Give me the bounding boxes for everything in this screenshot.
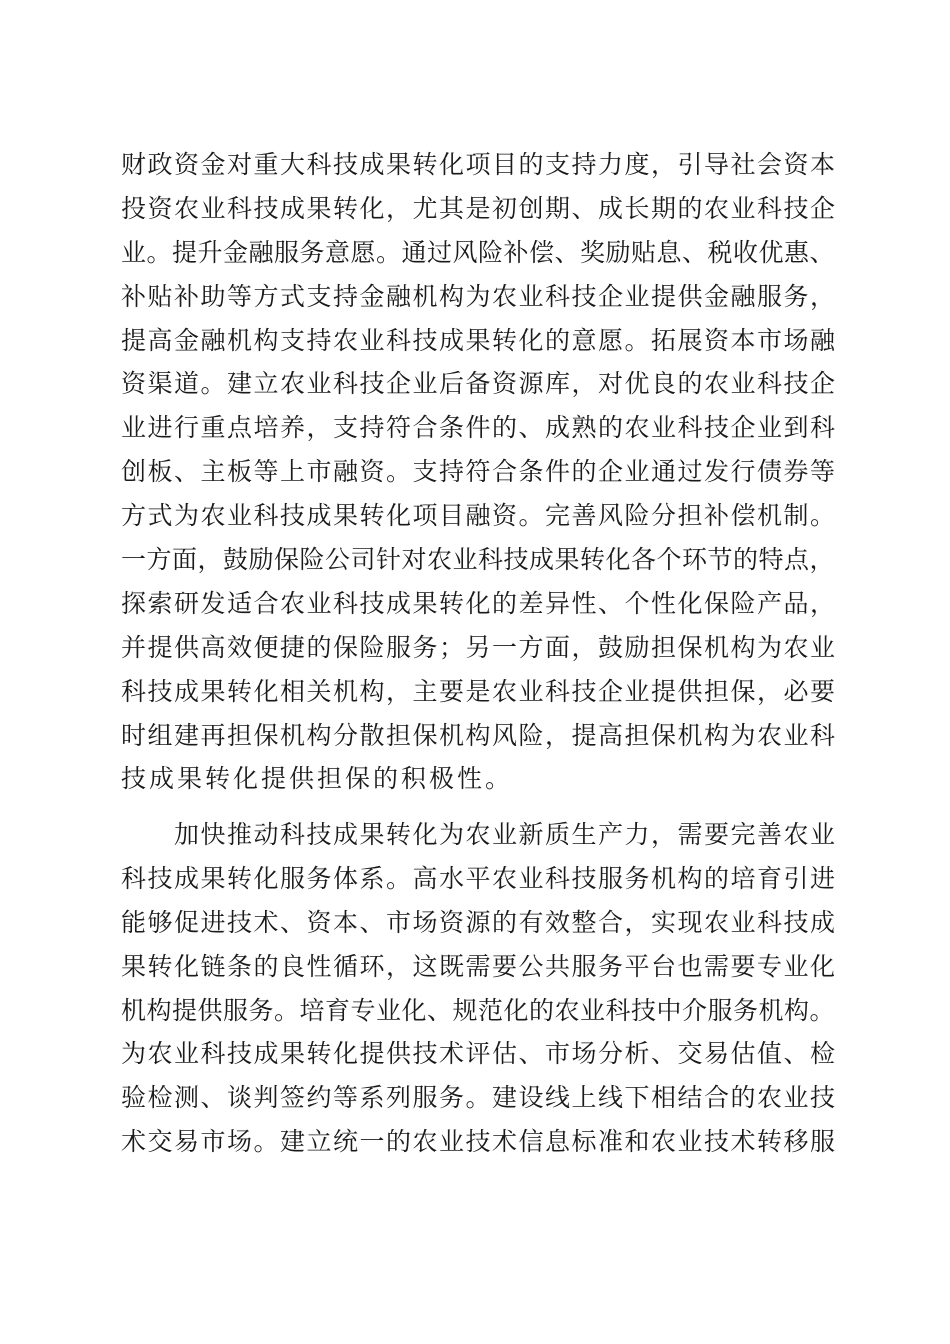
text-line: 并提供高效便捷的保险服务；另一方面，鼓励担保机构为农业 <box>121 632 837 662</box>
text-line: 资渠道。建立农业科技企业后备资源库，对优良的农业科技企 <box>121 369 837 399</box>
text-line: 为农业科技成果转化提供技术评估、市场分析、交易估值、检 <box>121 1039 837 1069</box>
text-line: 术交易市场。建立统一的农业技术信息标准和农业技术转移服 <box>121 1127 837 1157</box>
text-line: 科技成果转化相关机构，主要是农业科技企业提供担保，必要 <box>121 676 837 706</box>
paragraph-1 <box>121 143 841 801</box>
text-line: 果转化链条的良性循环，这既需要公共服务平台也需要专业化 <box>121 951 837 981</box>
text-line: 加快推动科技成果转化为农业新质生产力，需要完善农业 <box>121 820 837 849</box>
text-line: 业进行重点培养，支持符合条件的、成熟的农业科技企业到科 <box>121 413 837 443</box>
text-line: 验检测、谈判签约等系列服务。建设线上线下相结合的农业技 <box>121 1083 837 1113</box>
text-line: 提高金融机构支持农业科技成果转化的意愿。拓展资本市场融 <box>121 325 837 355</box>
text-line: 财政资金对重大科技成果转化项目的支持力度，引导社会资本 <box>121 150 837 179</box>
text-line: 能够促进技术、资本、市场资源的有效整合，实现农业科技成 <box>121 907 837 937</box>
text-line: 创板、主板等上市融资。支持符合条件的企业通过发行债券等 <box>121 457 837 487</box>
text-line: 时组建再担保机构分散担保机构风险，提高担保机构为农业科 <box>121 720 837 750</box>
text-line: 补贴补助等方式支持金融机构为农业科技企业提供金融服务， <box>121 281 837 311</box>
text-line: 科技成果转化服务体系。高水平农业科技服务机构的培育引进 <box>121 863 837 893</box>
text-line: 方式为农业科技成果转化项目融资。完善风险分担补偿机制。 <box>121 501 837 531</box>
paragraph-2 <box>121 813 841 1164</box>
text-line: 业。提升金融服务意愿。通过风险补偿、奖励贴息、税收优惠、 <box>121 237 836 267</box>
text-line: 机构提供服务。培育专业化、规范化的农业科技中介服务机构。 <box>121 995 836 1025</box>
text-line: 技成果转化提供担保的积极性。 <box>121 764 514 794</box>
text-line: 投资农业科技成果转化，尤其是初创期、成长期的农业科技企 <box>121 193 837 223</box>
text-line: 一方面，鼓励保险公司针对农业科技成果转化各个环节的特点， <box>121 545 836 575</box>
text-line: 探索研发适合农业科技成果转化的差异性、个性化保险产品， <box>121 588 837 618</box>
